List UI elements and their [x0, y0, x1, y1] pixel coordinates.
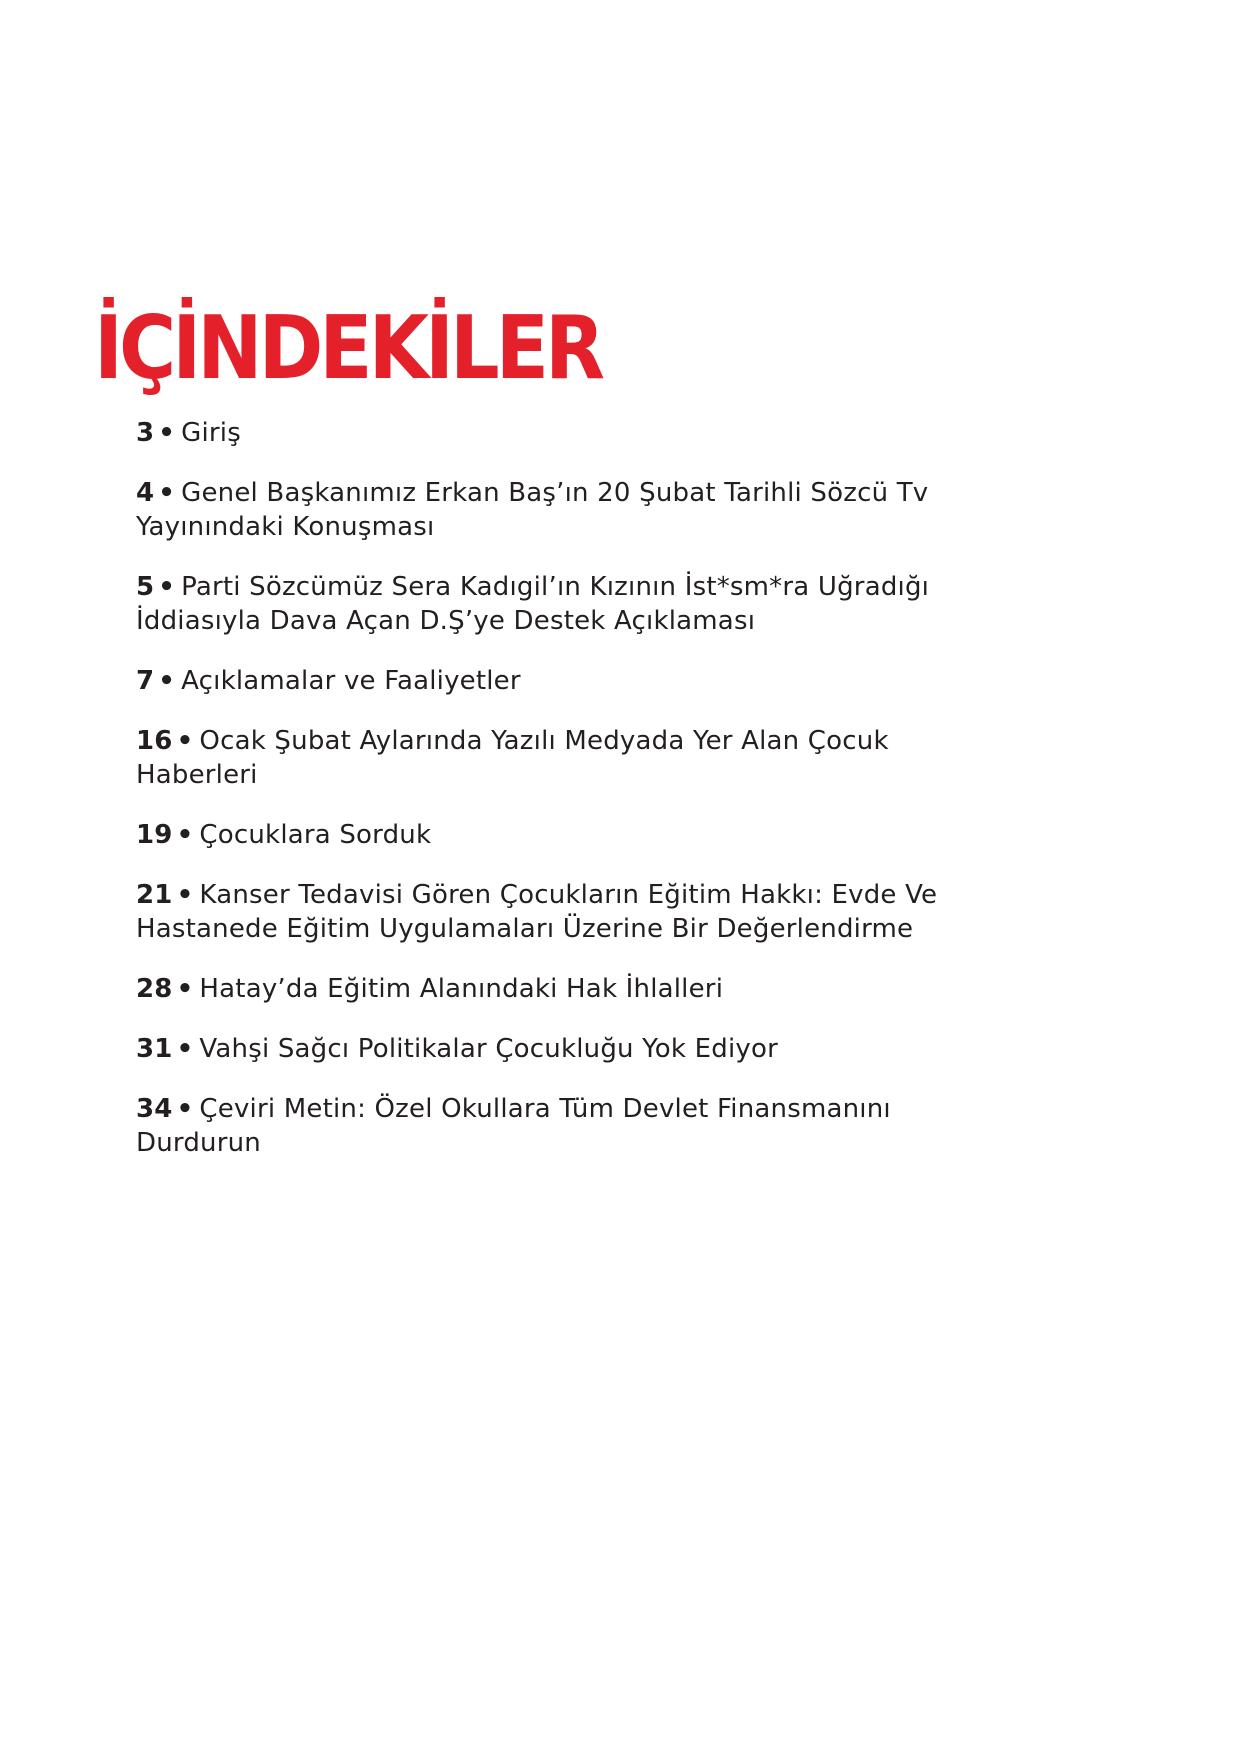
- bullet-icon: •: [176, 974, 194, 1004]
- toc-entry: [136, 724, 996, 792]
- bullet-icon: •: [176, 1034, 194, 1064]
- bullet-icon: •: [176, 726, 194, 756]
- toc-entry-title: Çocuklara Sorduk: [199, 820, 432, 850]
- toc-entry: [136, 972, 996, 1006]
- toc-entry: [136, 878, 996, 946]
- toc-page-number: 3: [136, 418, 155, 448]
- toc-entry: [136, 1092, 996, 1160]
- toc-page-number: 19: [136, 820, 173, 850]
- bullet-icon: •: [158, 478, 176, 508]
- bullet-icon: •: [176, 820, 194, 850]
- toc-entry-title: Genel Başkanımız Erkan Baş’ın 20 Şubat Tarihli Sözcü Tv Yayınındaki Konuşması: [136, 478, 929, 542]
- toc-entry: [136, 416, 996, 450]
- toc-entry-title: Kanser Tedavisi Gören Çocukların Eğitim Hakkı: Evde Ve Hastanede Eğitim Uygulamaları Üzerine Bir Değerlendirme: [136, 880, 938, 944]
- bullet-icon: •: [158, 418, 176, 448]
- toc-entry: [136, 664, 996, 698]
- toc-page-number: 4: [136, 478, 155, 508]
- toc-heading: İÇİNDEKİLER: [94, 298, 602, 400]
- toc-page-number: 7: [136, 666, 155, 696]
- bullet-icon: •: [176, 1094, 194, 1124]
- toc-page-number: 34: [136, 1094, 173, 1124]
- toc-page-number: 28: [136, 974, 173, 1004]
- bullet-icon: •: [158, 572, 176, 602]
- toc-entry: [136, 1032, 996, 1066]
- toc-page-number: 31: [136, 1034, 173, 1064]
- toc-entry-title: Ocak Şubat Aylarında Yazılı Medyada Yer Alan Çocuk Haberleri: [136, 726, 889, 790]
- bullet-icon: •: [158, 666, 176, 696]
- toc-entry-title: Vahşi Sağcı Politikalar Çocukluğu Yok Ediyor: [199, 1034, 778, 1064]
- toc-entry-title: Çeviri Metin: Özel Okullara Tüm Devlet Finansmanını Durdurun: [136, 1094, 891, 1158]
- toc-page-number: 5: [136, 572, 155, 602]
- toc-page-number: 16: [136, 726, 173, 756]
- toc-entry: [136, 818, 996, 852]
- bullet-icon: •: [176, 880, 194, 910]
- toc-entry: [136, 570, 996, 638]
- toc-entry: [136, 476, 996, 544]
- toc-entry-title: Açıklamalar ve Faaliyetler: [181, 666, 521, 696]
- toc-entry-title: Hatay’da Eğitim Alanındaki Hak İhlalleri: [199, 974, 724, 1004]
- toc-entry-title: Parti Sözcümüz Sera Kadıgil’ın Kızının İst*sm*ra Uğradığı İddiasıyla Dava Açan D.Ş’ye Destek Açıklaması: [136, 572, 930, 636]
- toc-list: [136, 416, 996, 1186]
- toc-page-number: 21: [136, 880, 173, 910]
- toc-entry-title: Giriş: [181, 418, 241, 448]
